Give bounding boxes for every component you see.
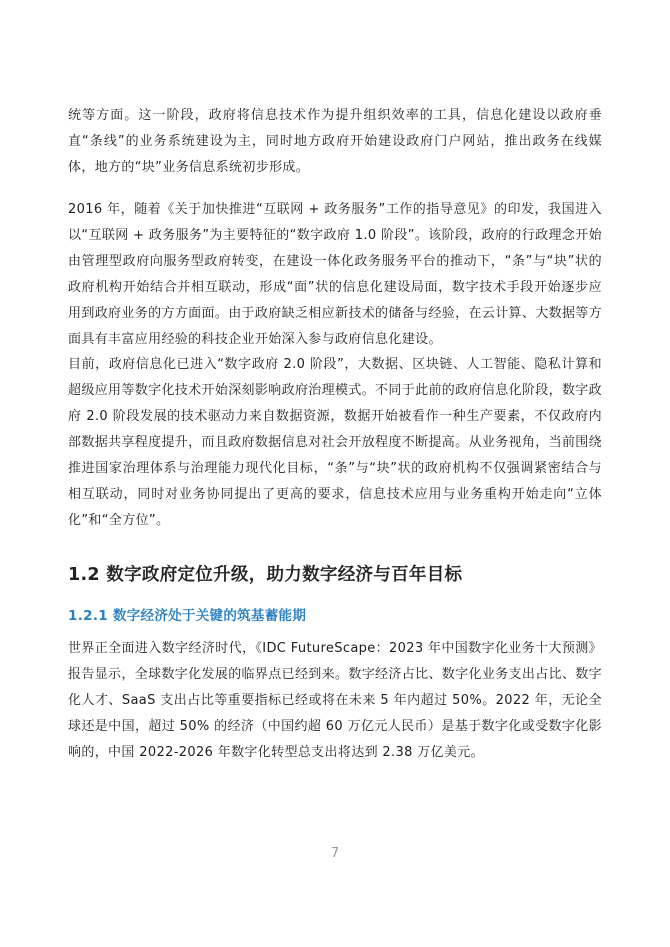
section-heading: 1.2 数字政府定位升级，助力数字经济与百年目标 [68,565,463,585]
body-paragraph: 目前，政府信息化已进入“数字政府 2.0 阶段”，大数据、区块链、人工智能、隐私计算和超级应用等数字化技术开始深刻影响政府治理模式。不同于此前的政府信息化阶段，数字政府 2.0 阶段发展的技术驱动力来自数据资源，数据开始被看作一种生产要素，不仅政府内部数据共享程度提升，而且政府数据信息对社会开放程度不断提高。从业务视角，当前围绕推进国家治理体系与治理能力现代化目标，“条”与“块”状的政府机构不仅强调紧密结合与相互联动，同时对业务协同提出了更高的要求，信息技术应用与业务重构开始走向“立体化”和“全方位”。 [68,357,603,528]
body-paragraph: 世界正全面进入数字经济时代，《IDC FutureScape：2023 年中国数字化业务十大预测》报告显示，全球数字化发展的临界点已经到来。数字经济占比、数字化业务支出占比、数字化人才、SaaS 支出占比等重要指标已经或将在未来 5 年内超过 50%。2022 年，无论全球还是中国，超过 50% 的经济（中国约超 60 万亿元人民币）是基于数字化或受数字化影响的，中国 2022-2026 年数字化转型总支出将达到 2.38 万亿美元。 [68,641,603,760]
subsection-heading: 1.2.1 数字经济处于关键的筑基蓄能期 [68,608,307,624]
body-paragraph: 统等方面。这一阶段，政府将信息技术作为提升组织效率的工具，信息化建设以政府垂直“条线”的业务系统建设为主，同时地方政府开始建设政府门户网站，推出政务在线媒体，地方的“块”业务信息系统初步形成。 [68,108,602,175]
page-number: 7 [330,846,340,861]
body-paragraph: 2016 年，随着《关于加快推进“互联网 + 政务服务”工作的指导意见》的印发，我国进入以“互联网 + 政务服务”为主要特征的“数字政府 1.0 阶段”。该阶段，政府的行政理念开始由管理型政府向服务型政府转变，在建设一体化政务服务平台的推动下，“条”与“块”状的政府机构开始结合并相互联动，形成“面”状的信息化建设局面，数字技术手段开始逐步应用到政府业务的方方面面。由于政府缺乏相应新技术的储备与经验，在云计算、大数据等方面具有丰富应用经验的科技企业开始深入参与政府信息化建设。 [68,202,603,347]
